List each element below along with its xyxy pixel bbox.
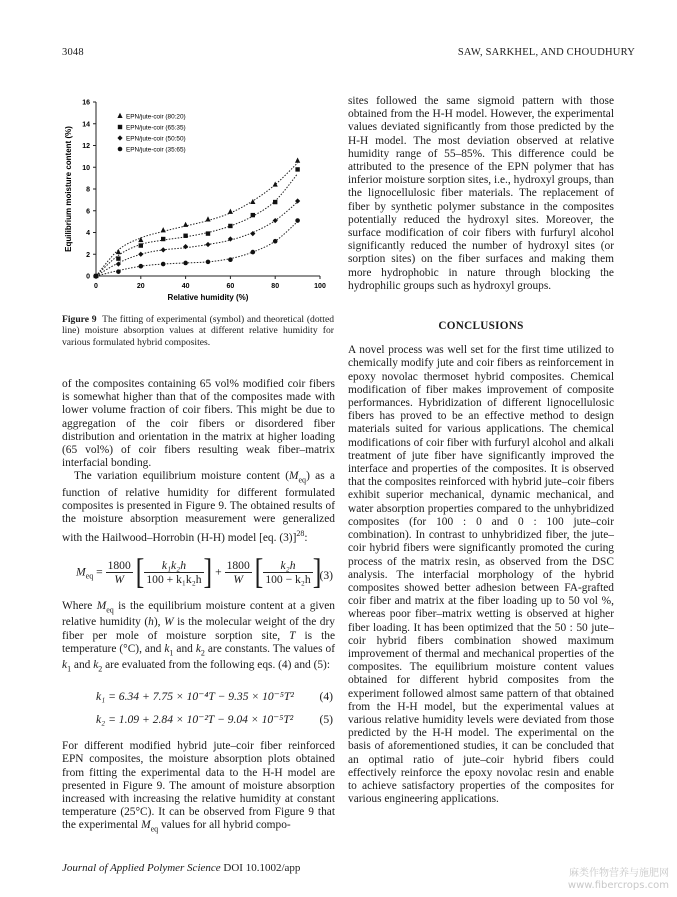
fit-line-series-3 [96,202,298,276]
x-tick-label: 60 [226,283,235,290]
legend-label-series-1: EPN/jute-coir (80:20) [126,113,186,121]
data-point-series-1 [183,222,188,227]
data-point-series-2 [251,213,255,217]
equation-5: k₂ = 1.09 + 2.84 × 10⁻²T − 9.04 × 10⁻⁵T² (5) [96,712,333,726]
data-point-series-3 [183,244,188,249]
data-point-series-2 [161,237,165,241]
data-point-series-2 [295,167,299,171]
data-point-series-4 [161,262,166,267]
data-point-series-4 [228,257,233,262]
y-tick-label: 8 [86,186,90,194]
y-tick-label: 4 [86,230,90,237]
data-point-series-2 [116,256,120,260]
legend-marker-series-1 [117,113,122,118]
x-tick-label: 0 [94,283,98,290]
running-header: SAW, SARKHEL, AND CHOUDHURY [457,47,635,58]
left-paragraph-4: For different modified hybrid jute–coir fiber reinforced EPN composites, the moisture absorption plots obtained from fitting the experimental data to the H-H model are presented in Figure 9. The amount of moisture absorption increased with increasing the relative humidity at constant temperature (25°C). It can be observed from Figure 9 that the experimental $M_{eq}$ values for all hybrid compo- [62,740,335,834]
y-tick-label: 10 [82,164,90,172]
data-point-series-3 [161,247,166,252]
data-point-series-3 [295,198,300,203]
data-point-series-1 [116,249,121,254]
legend-label-series-2: EPN/jute-coir (65:35) [126,124,186,132]
data-point-series-1 [273,181,278,186]
fit-line-series-4 [96,222,298,276]
y-tick-label: 12 [82,143,90,150]
y-tick-label: 0 [86,273,90,281]
data-point-series-1 [228,209,233,214]
data-point-series-4 [183,261,188,266]
left-column [62,378,335,836]
figure-caption-text: The fitting of experimental (symbol) and theoretical (dotted line) moisture absorption values at different relative humidity for various formulated hybrid composites. [62,314,335,348]
fit-line-series-1 [96,163,298,276]
y-tick-label: 16 [82,99,90,107]
data-point-series-4 [206,260,211,265]
y-tick-label: 14 [82,121,90,129]
legend-label-series-4: EPN/jute-coir (35:65) [126,146,186,154]
data-point-series-2 [183,234,187,238]
data-point-series-1 [205,216,210,221]
right-column [348,95,614,806]
data-point-series-3 [138,252,143,257]
figure-caption [62,314,334,348]
data-point-series-4 [251,250,256,255]
x-tick-label: 100 [314,283,326,290]
x-tick-label: 80 [271,283,280,290]
data-point-series-4 [273,239,278,244]
right-paragraph-2: A novel process was well set for the first time utilized to chemically modify jute and coir fibers as reinforcement in epoxy novolac thermoset hybrid composites. Chemical modification of fiber makes improvement of composite performances. Hybridization of different lignocellulosic fibers has proved to be an effective method to design materials suited for various applications. The chemical modifications of coir fiber with furfuryl alcohol and alkali treatment of jute fiber have significantly improved the interface and properties of the composites. It is observed that the composites reinforced with hybrid jute–coir fibers exhibit superior mechanical, dynamic mechanical, and water absorption properties compared to the unhybridized composites (for 100 : 0 and 0 : 100 jute–coir combination). In contrast to unhybridized fiber, the jute–coir hybrid fibers were significantly promoted the curing process of the matrix resin, as observed from the DSC analysis. The interfacial morphology of the hybrid composites showed better adhesion between FA-grafted coir fiber and matrix at the fiber loading up to 50 vol %, whereas poor fiber–matrix wetting is observed at higher fiber loading. It has been optimized that the 50 : 50 jute–coir hybrid fibers combination showed maximum improvement of thermal and mechanical properties of the composites. The equilibrium moisture content values obtained for different hybrid composites from the experiment followed almost same pattern of that obtained from the H-H model, but the experimental values at various relative humidity levels were deviated from those predicted by the H-H model. The experimental on the basis of aforementioned studies, it can be concluded that an optimal ratio of jute–coir hybrid fibers could effectively reinforce the epoxy novolac resin and enable to achieve satisfactory properties of the composites for various engineering applications. [348,344,614,806]
equation-4: k₁ = 6.34 + 7.75 × 10⁻⁴T − 9.35 × 10⁻⁵T² (4) [96,689,333,703]
data-point-series-2 [206,231,210,235]
legend-marker-series-4 [118,147,123,152]
x-tick-label: 40 [181,283,190,290]
data-point-series-3 [205,242,210,247]
left-paragraph-2: The variation equilibrium moisture content $(M_{eq})$ as a function of relative humidity for different formulated composites is presented in Figure 9. The obtained results of the moisture absorption measurement were generalized with the Hailwood–Horrobin (H-H) model [eq. (3)]$^{28}$: [62,470,335,544]
y-tick-label: 2 [86,251,90,259]
left-paragraph-1: of the composites containing 65 vol% modified coir fibers is somewhat higher than that of the composites made with lower volume fraction of coir fibers. This might be due to aggregation of the coir fibers or disordered fiber distribution and orientation in the matrix at higher loading (65 vol%) of coir fibers resulting weak fiber–matrix interfacial bonding. [62,378,335,470]
legend-marker-series-2 [118,125,122,129]
data-point-series-2 [228,224,232,228]
data-point-series-4 [94,274,99,279]
data-point-series-4 [116,269,121,274]
page-footer: Journal of Applied Polymer Science DOI 10.1002/app [62,862,301,874]
left-paragraph-3: Where $M_{eq}$ is the equilibrium moisture content at a given relative humidity (h), W is the molecular weight of the dry fiber per mole of moisture sorption site, T is the temperature (°C), and $k_1$ and $k_2$ are constants. The values of $k_1$ and $k_2$ are evaluated from the following eqs. (4) and (5): [62,599,336,674]
watermark: 麻类作物营养与施肥网 www.fibercrops.com [567,868,669,891]
data-point-series-1 [161,227,166,232]
data-point-series-1 [295,158,300,163]
data-point-series-4 [295,218,300,223]
y-tick-label: 6 [86,208,90,216]
x-axis-label: Relative humidity (%) [167,293,249,302]
right-paragraph-1: sites followed the same sigmoid pattern with those obtained from the H-H model. However, the experimental values deviated significantly from those predicted by the H-H model. The most deviation observed at relative humidity range of 55–85%. This difference could be attributed to the presence of the EPN polymer that has inferior moisture sorption sites, i.e., hydroxyl groups, than the lignocellulosic fiber materials. The replacement of fiber by synthetic polymer substance in the composites potentially reduced the hydroxyl sites. Moreover, the surface modification of coir fibers with furfuryl alcohol significantly reduced the number of hydroxyl sites (or sorption sites) on the fiber surfaces and making them more hydrophobic in nature through blocking the hydrophilic groups such as hydroxyl groups. [348,95,614,292]
equation-3: $M_{eq}$ = $\frac{1800}{W}$ [ $\frac{\text{k₁k₂h}}{\text{100 + k₁k₂h}}$ ] + $\frac{1800}{W}$ [ $\frac{\text{k₂h}}{\text{100 − k₂h}}$ ] (3) [76,551,333,592]
x-tick-label: 20 [136,283,145,290]
data-point-series-1 [138,237,143,242]
figure-label: Figure 9 [62,314,97,325]
data-point-series-4 [139,264,144,269]
y-axis-label: Equilibrium moisture content (%) [64,126,73,252]
legend-marker-series-3 [117,135,122,140]
page-number: 3048 [62,47,84,58]
section-heading: CONCLUSIONS [438,320,524,333]
legend-label-series-3: EPN/jute-coir (50:50) [126,135,186,143]
data-point-series-2 [273,200,277,204]
data-point-series-2 [139,243,143,247]
figure-9-chart [62,92,334,304]
